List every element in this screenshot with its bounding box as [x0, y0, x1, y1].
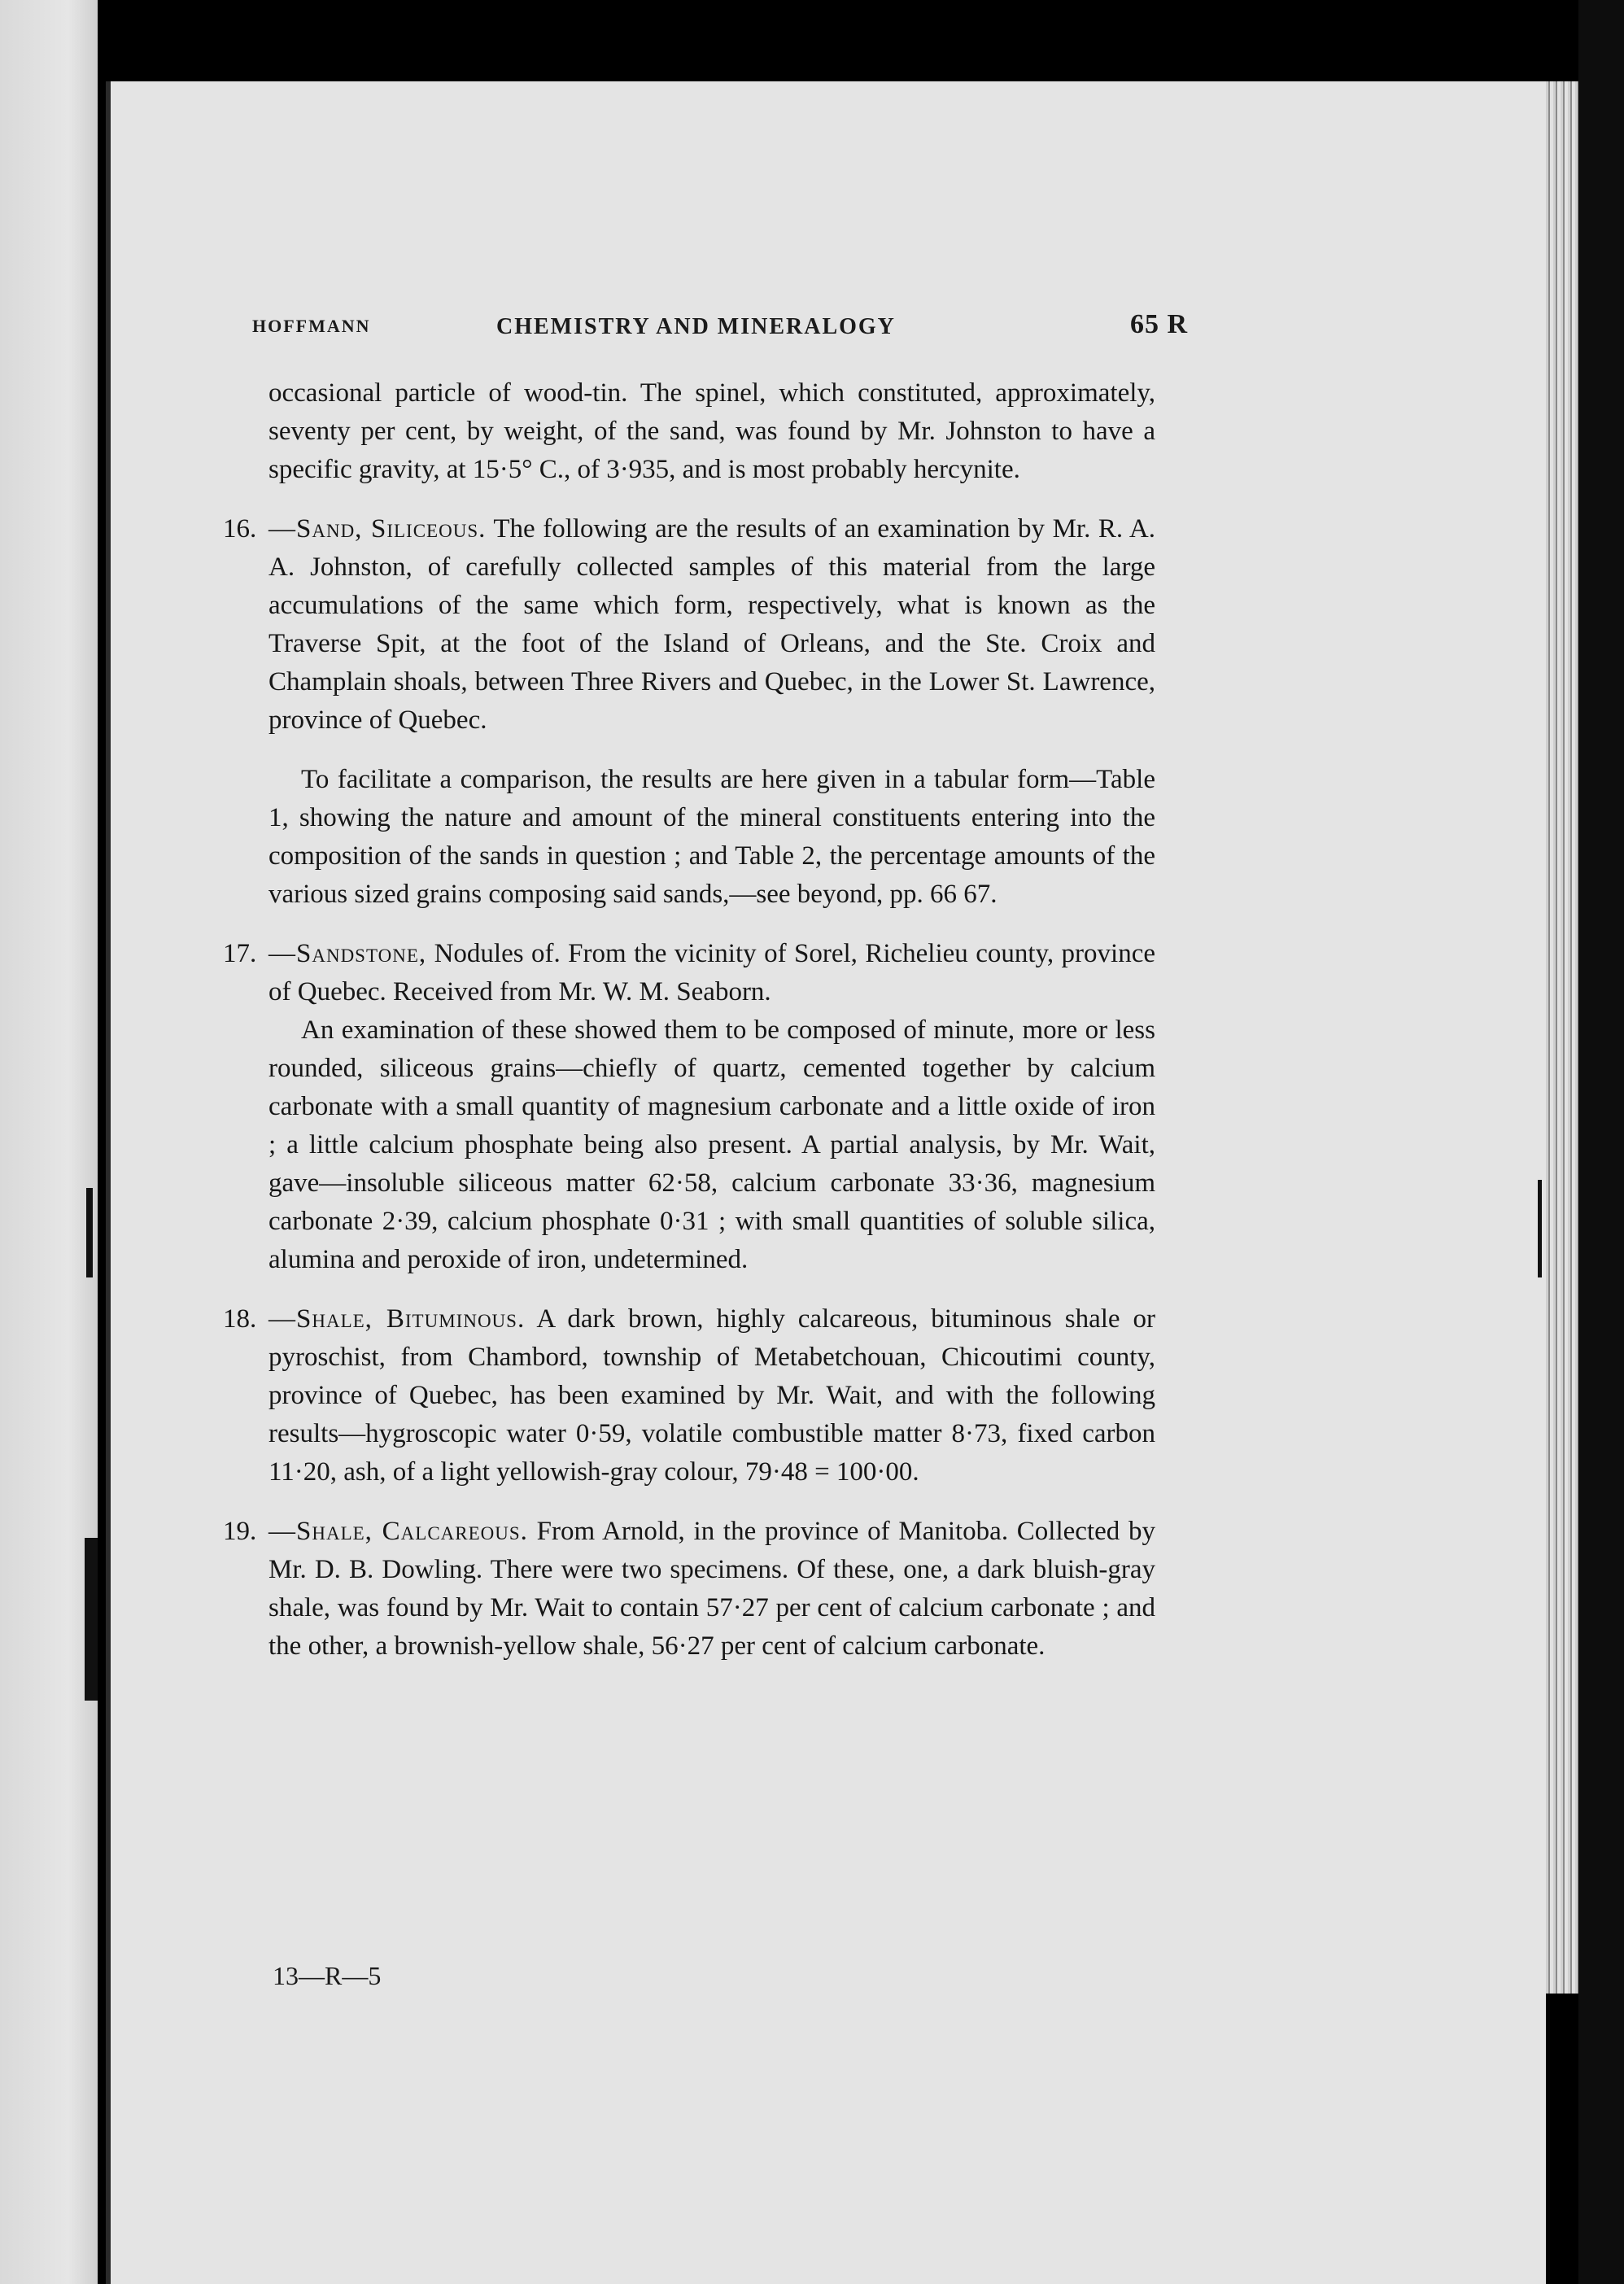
entry-18	[223, 1300, 1155, 1491]
margin-mark	[85, 1538, 98, 1701]
entry-title: —Shale, Calcareous.	[268, 1517, 528, 1546]
margin-mark	[86, 1188, 93, 1277]
entry-body: Nodules of. From the vicinity of Sorel, Richelieu county, province of Quebec. Received from Mr. W. M. Seaborn.	[268, 939, 1155, 1007]
running-head	[252, 309, 1188, 350]
entry-16	[223, 510, 1155, 740]
running-head-author: HOFFMANN	[252, 316, 371, 336]
margin-mark	[1538, 1180, 1542, 1277]
entry-title: —Shale, Bituminous.	[268, 1304, 526, 1334]
entry-title: —Sand, Siliceous.	[268, 514, 487, 544]
entry-17	[223, 935, 1155, 1011]
paragraph: An examination of these showed them to be composed of minute, more or less rounded, siliceous grains—chiefly of quartz, cemented together by calcium carbonate with a small quantity of magnesium carbonate and a little oxide of iron ; a little calcium phosphate being also present. A partial analysis, by Mr. Wait, gave—insoluble siliceous matter 62·58, calcium carbonate 33·36, magnesium carbonate 2·39, calcium phosphate 0·31 ; with small quantities of soluble silica, alumina and peroxide of iron, undetermined.	[268, 1015, 1155, 1274]
page-body	[223, 374, 1155, 1666]
entry-number: 18.	[223, 1304, 257, 1334]
entry-number: 16.	[223, 514, 257, 544]
entry-19	[223, 1513, 1155, 1666]
entry-title: —Sandstone,	[268, 939, 427, 968]
facing-page-edge	[0, 0, 98, 2284]
entry-body: A dark brown, highly calcareous, bituminous shale or pyroschist, from Chambord, township of Metabetchouan, Chicoutimi county, province of Quebec, has been examined by Mr. Wait, and with the following results—hygroscopic water 0·59, volatile combustible matter 8·73, fixed carbon 11·20, ash, of a light yellowish-gray colour, 79·48 = 100·00.	[268, 1304, 1155, 1487]
entry-number: 17.	[223, 939, 257, 968]
page-number: 65 R	[1129, 309, 1188, 339]
paragraph: occasional particle of wood-tin. The spinel, which constituted, approximately, seventy per cent, by weight, of the sand, was found by Mr. Johnston to have a specific gravity, at 15·5° C., of 3·935, and is most probably hercynite.	[268, 378, 1155, 484]
scan-border	[1578, 0, 1624, 2284]
entry-body: The following are the results of an examination by Mr. R. A. A. Johnston, of carefully collected samples of this material from the large accumulations of the same which form, respectively, what is known as the Traverse Spit, at the foot of the Island of Orleans, and the Ste. Croix and Champlain shoals, between Three Rivers and Quebec, in the Lower St. Lawrence, province of Quebec.	[268, 514, 1155, 735]
paragraph: To facilitate a comparison, the results are here given in a tabular form—Table 1, showing the nature and amount of the mineral constituents entering into the composition of the sands in question ; and Table 2, the percentage amounts of the various sized grains composing said sands,—see beyond, pp. 66 67.	[268, 765, 1155, 909]
signature-mark: 13—R—5	[273, 1961, 382, 1990]
entry-number: 19.	[223, 1517, 257, 1546]
entry-body: From Arnold, in the province of Manitoba. Collected by Mr. D. B. Dowling. There were two specimens. Of these, one, a dark bluish-gray shale, was found by Mr. Wait to contain 57·27 per cent of calcium carbonate ; and the other, a brownish-yellow shale, 56·27 per cent of calcium carbonate.	[268, 1517, 1155, 1661]
page-stack-edge	[1546, 81, 1578, 1994]
running-head-title: CHEMISTRY AND MINERALOGY	[496, 314, 896, 339]
